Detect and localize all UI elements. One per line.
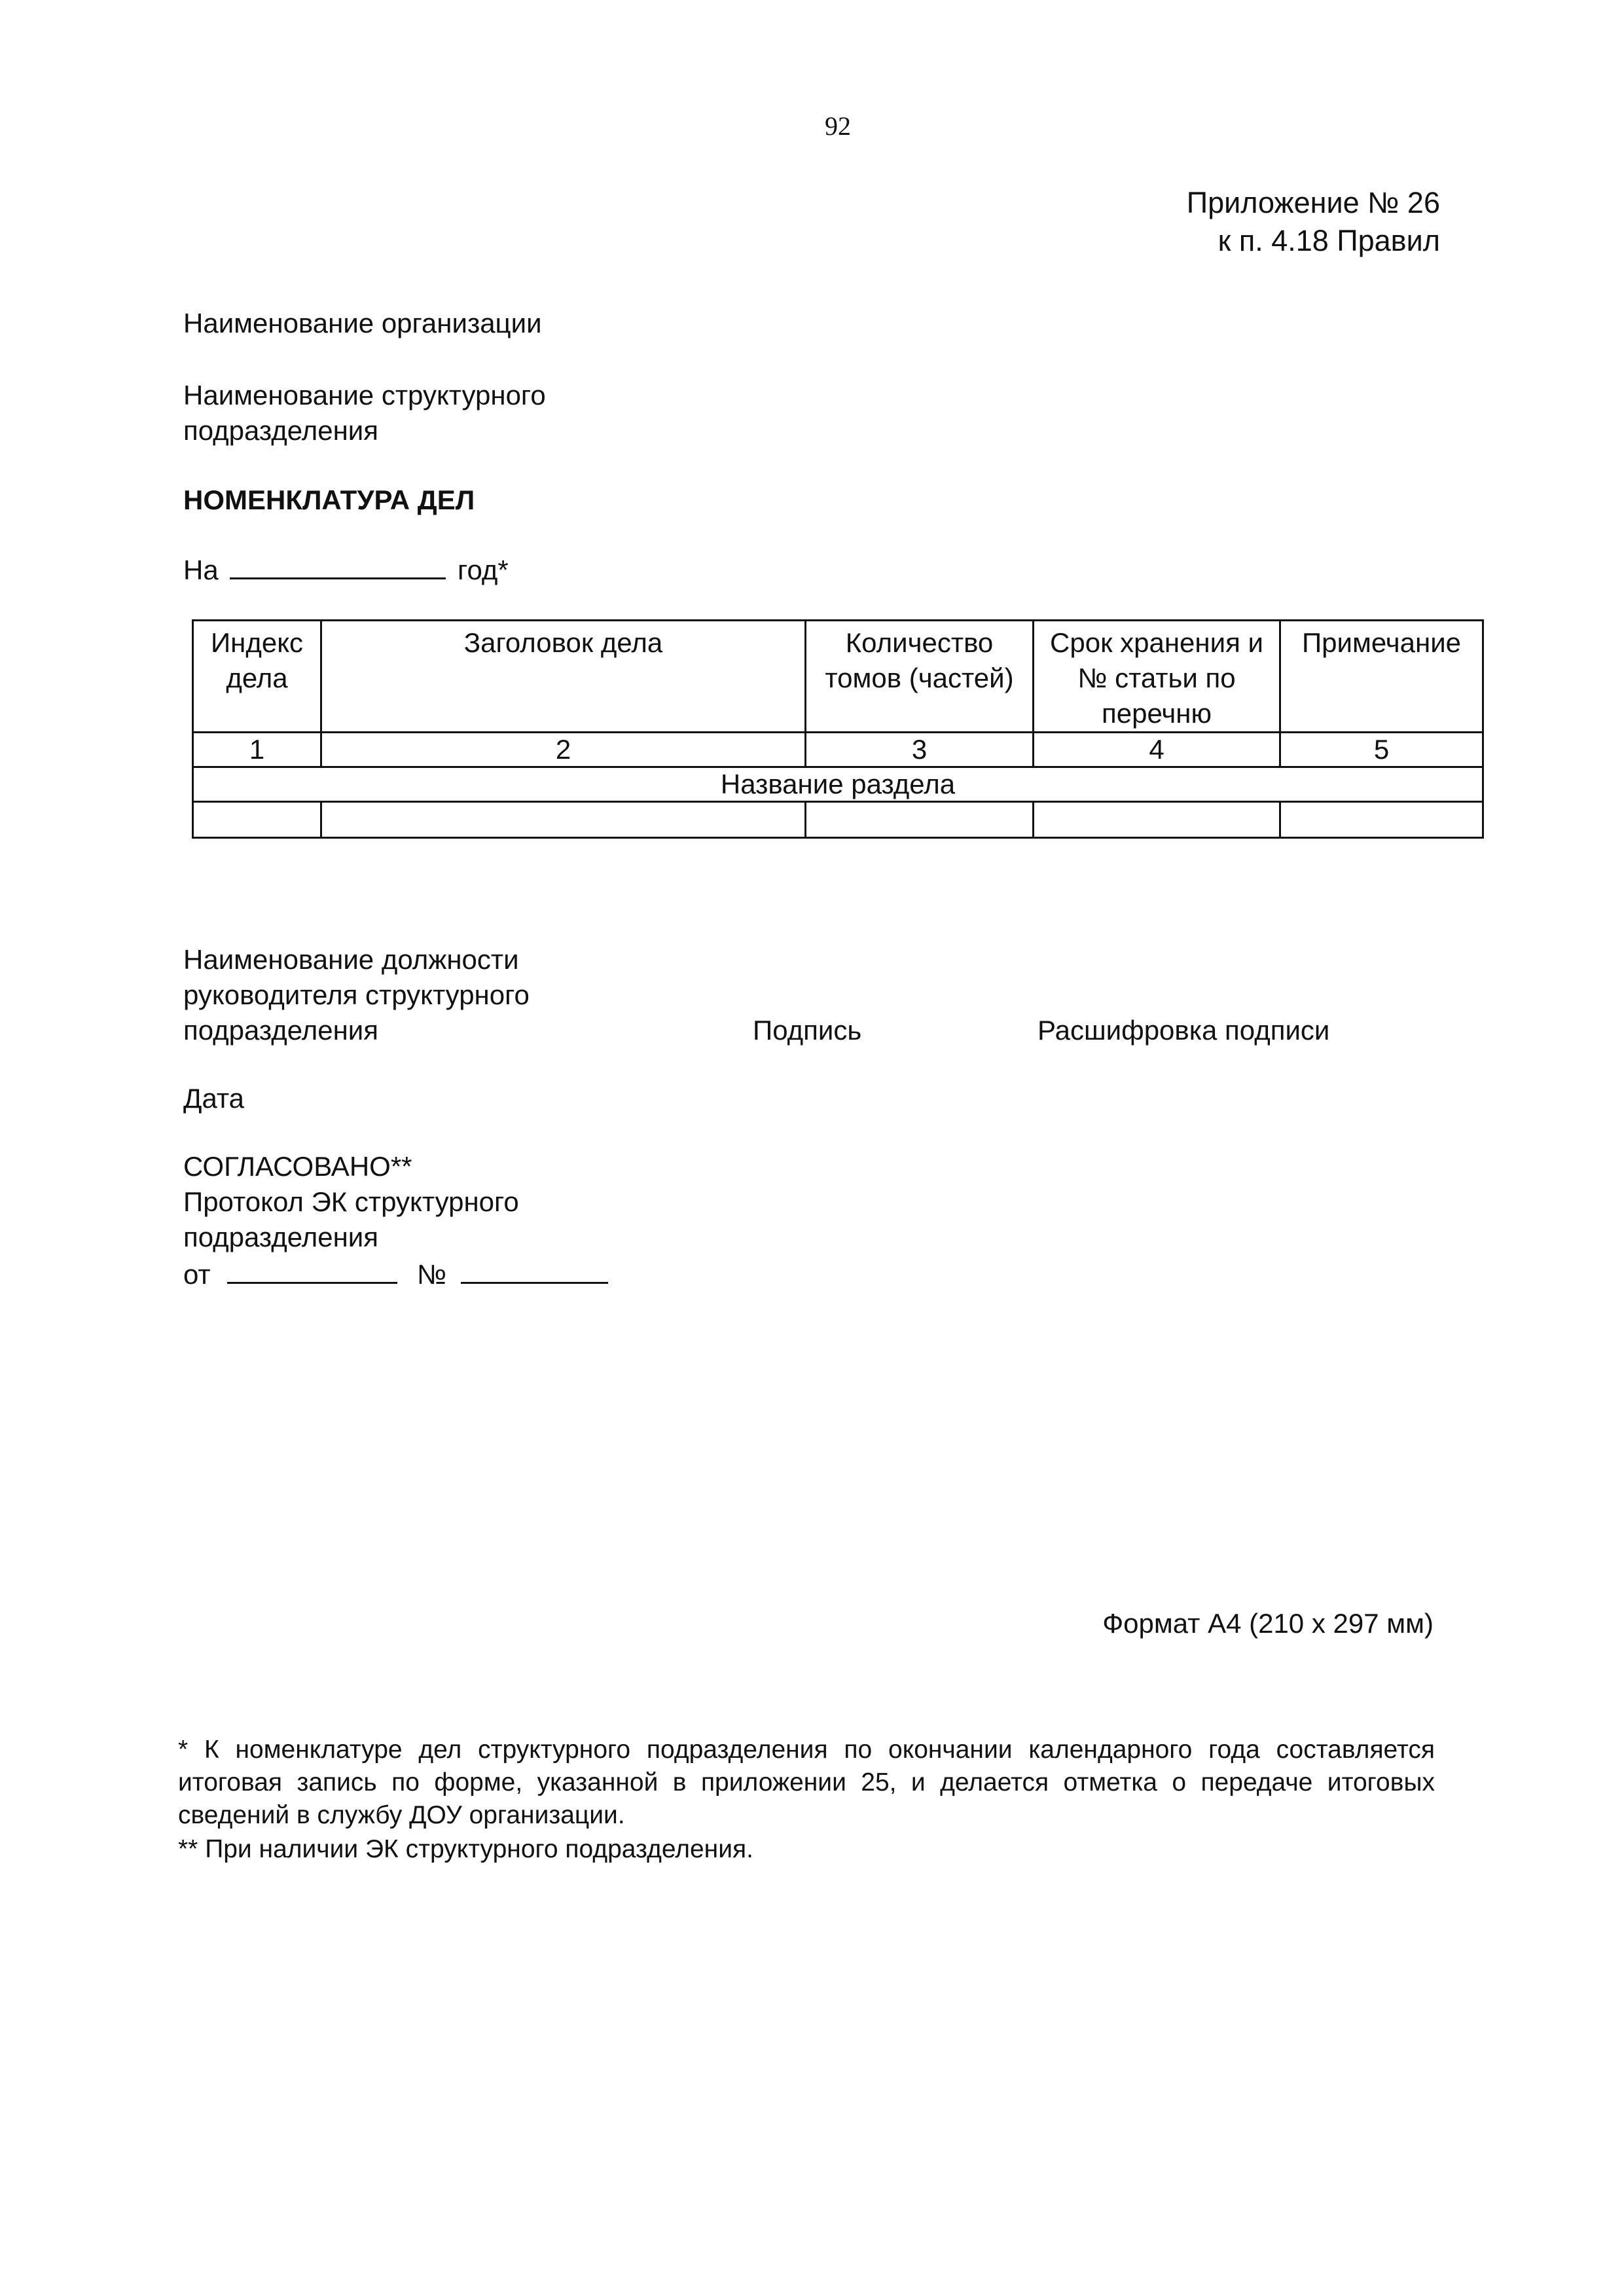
table-cell[interactable]	[1034, 802, 1280, 838]
format-note: Формат А4 (210 х 297 мм)	[1102, 1608, 1434, 1639]
footnote-1: * К номенклатуре дел структурного подразделения по окончании календарного года составляется итоговая запись по форме, указанной в приложении 25, и делается отметка о передаче итоговых сведений в службу ДОУ организации.	[178, 1736, 1435, 1829]
unit-name-label-line1: Наименование структурного	[183, 380, 546, 410]
approval-protocol: Протокол ЭК структурного	[183, 1186, 519, 1217]
column-number: 1	[193, 733, 321, 767]
organization-name-label: Наименование организации	[183, 308, 542, 338]
appendix-number: Приложение № 26	[1186, 186, 1440, 219]
table-section-row	[193, 767, 1483, 802]
footnote-2: ** При наличии ЭК структурного подразделения.	[178, 1835, 753, 1863]
table-header-row	[193, 621, 1483, 733]
header-retention: Срок хранения и № статьи по перечню	[1034, 621, 1280, 733]
year-line	[183, 551, 509, 587]
table-cell[interactable]	[806, 802, 1034, 838]
approval-unit: подразделения	[183, 1222, 378, 1252]
table-cell[interactable]	[1280, 802, 1483, 838]
header-index: Индекс дела	[193, 621, 321, 733]
signature-label: Подпись	[753, 1015, 862, 1046]
number-label: №	[417, 1259, 447, 1290]
approval-heading: СОГЛАСОВАНО**	[183, 1151, 412, 1182]
protocol-date-blank[interactable]	[227, 1256, 397, 1284]
table-cell[interactable]	[193, 802, 321, 838]
page-number: 92	[825, 111, 851, 141]
table-cell[interactable]	[321, 802, 806, 838]
position-line2: руководителя структурного	[183, 979, 530, 1010]
table-number-row	[193, 733, 1483, 767]
column-number: 4	[1034, 733, 1280, 767]
from-label: от	[183, 1259, 211, 1290]
unit-name-label-line2: подразделения	[183, 415, 378, 446]
appendix-reference: к п. 4.18 Правил	[1218, 224, 1440, 257]
date-label: Дата	[183, 1083, 245, 1114]
protocol-number-blank[interactable]	[461, 1256, 608, 1284]
header-title: Заголовок дела	[321, 621, 806, 733]
header-note: Примечание	[1280, 621, 1483, 733]
column-number: 2	[321, 733, 806, 767]
year-prefix: На	[183, 555, 219, 585]
header-volumes: Количество томов (частей)	[806, 621, 1034, 733]
position-line1: Наименование должности	[183, 944, 519, 975]
position-line3: подразделения	[183, 1015, 378, 1046]
table-row	[193, 802, 1483, 838]
approval-date-number-line	[183, 1256, 608, 1292]
section-title: Название раздела	[193, 767, 1483, 802]
column-number: 5	[1280, 733, 1483, 767]
nomenclature-table	[192, 619, 1484, 839]
document-title: НОМЕНКЛАТУРА ДЕЛ	[183, 484, 475, 515]
column-number: 3	[806, 733, 1034, 767]
year-blank[interactable]	[230, 551, 446, 579]
signature-decoding-label: Расшифровка подписи	[1038, 1015, 1330, 1046]
year-suffix: год*	[458, 555, 509, 585]
